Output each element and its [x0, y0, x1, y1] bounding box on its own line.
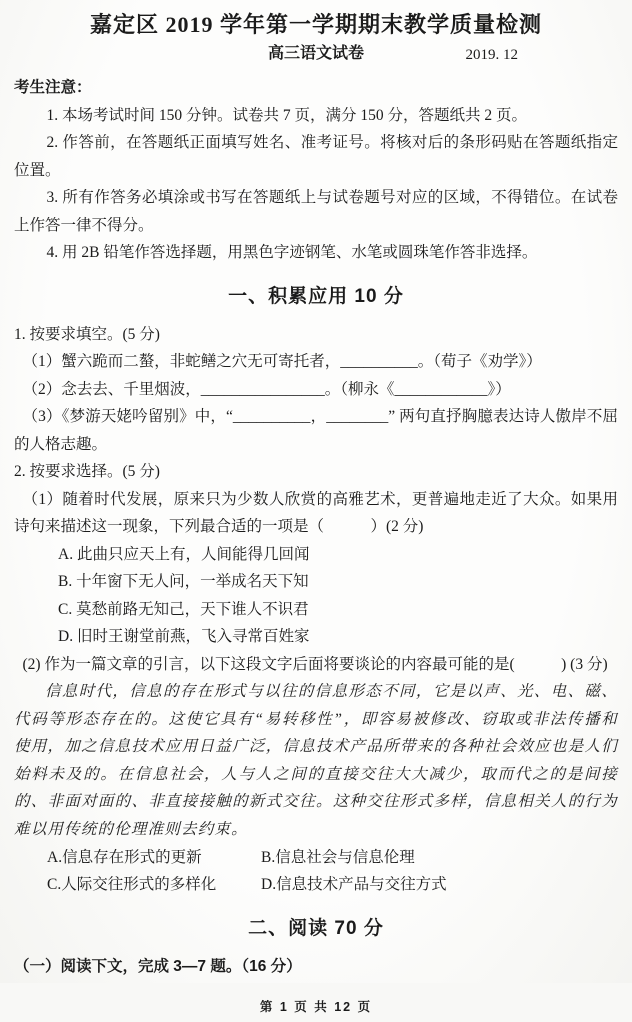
notice-item-2: 2. 作答前，在答题纸正面填写姓名、准考证号。将核对后的条形码贴在答题纸指定位置。: [14, 134, 618, 179]
choice-option-c: C. 莫愁前路无知己，天下谁人不识君: [58, 600, 309, 618]
grid-option-b: B.信息社会与信息伦理: [261, 848, 415, 866]
choice-option-d: D. 旧时王谢堂前燕，飞入寻常百姓家: [58, 628, 310, 645]
grid-option-a: A.信息存在形式的更新: [47, 848, 202, 866]
question-1-stem: 1. 按要求填空。(5 分): [14, 325, 160, 343]
reading-passage: 信息时代，信息的存在形式与以往的信息形态不同，它是以声、光、电、磁、代码等形态存在的。这使它具有“易转移性”，即容易被修改、窃取或非法传播和使用，加之信息技术应用日益广泛，信息技术产品所带来的各种社会效应也是人们始料未及的。在信息社会，人与人之间的直接交往大大减少，取而代之的是间接的、非面对面的、非直接接触的新式交往。这种交往形式多样，信息相关人的行为难以用传统的伦理准则去约束。: [14, 683, 618, 838]
exam-date: 2019. 12: [465, 47, 518, 63]
question-2-stem: 2. 按要求选择。(5 分): [14, 463, 160, 480]
exam-subtitle: 高三语文试卷: [267, 45, 364, 62]
page-number-footer: 第 1 页 共 12 页: [259, 1000, 373, 1015]
question-2-2-stem: (2) 作为一篇文章的引言，以下这段文字后面将要谈论的内容最可能的是( ) (3 分): [22, 655, 608, 673]
subtitle-row: [14, 42, 618, 66]
choice-option-a: A. 此曲只应天上有，人间能得几回闻: [58, 545, 310, 563]
section-accumulation-heading: 一、积累应用 10 分: [228, 285, 404, 307]
fill-blank-item-1: （1）蟹六跪而二螯，非蛇鳝之穴无可寄托者，__________。（荀子《劝学》）: [22, 353, 542, 370]
notice-item-1: 1. 本场考试时间 150 分钟。试卷共 7 页，满分 150 分，答题纸共 2 页。: [46, 106, 528, 124]
grid-option-c: C.人际交往形式的多样化: [47, 876, 217, 894]
section-reading-heading: 二、阅读 70 分: [248, 917, 384, 939]
notice-item-4: 4. 用 2B 铅笔作答选择题，用黑色字迹钢笔、水笔或圆珠笔作答非选择。: [46, 244, 538, 261]
notice-item-3: 3. 所有作答务必填涂或书写在答题纸上与试卷题号对应的区域，不得错位。在试卷上作答一律不得分。: [14, 189, 618, 234]
page-title: 嘉定区 2019 学年第一学期期末教学质量检测: [89, 12, 542, 37]
fill-blank-item-3: （3）《梦游天姥吟留别》中，“__________，________” 两句直抒胸臆表达诗人傲岸不屈的人格志趣。: [14, 408, 618, 453]
choice-option-grid: [47, 844, 618, 899]
notice-heading: 考生注意：: [14, 79, 92, 96]
reading-part1-heading: （一）阅读下文，完成 3—7 题。（16 分）: [14, 957, 302, 975]
fill-blank-item-2: （2）念去去、千里烟波，________________。（柳永《____________》）: [22, 380, 511, 398]
question-2-1-stem: （1）随着时代发展，原来只为少数人欣赏的高雅艺术，更普遍地走近了大众。如果用诗句来描述这一现象，下列最合适的一项是（ ）(2 分): [14, 490, 618, 535]
grid-option-d: D.信息技术产品与交往方式: [261, 876, 447, 894]
choice-option-b: B. 十年窗下无人问，一举成名天下知: [58, 573, 309, 590]
